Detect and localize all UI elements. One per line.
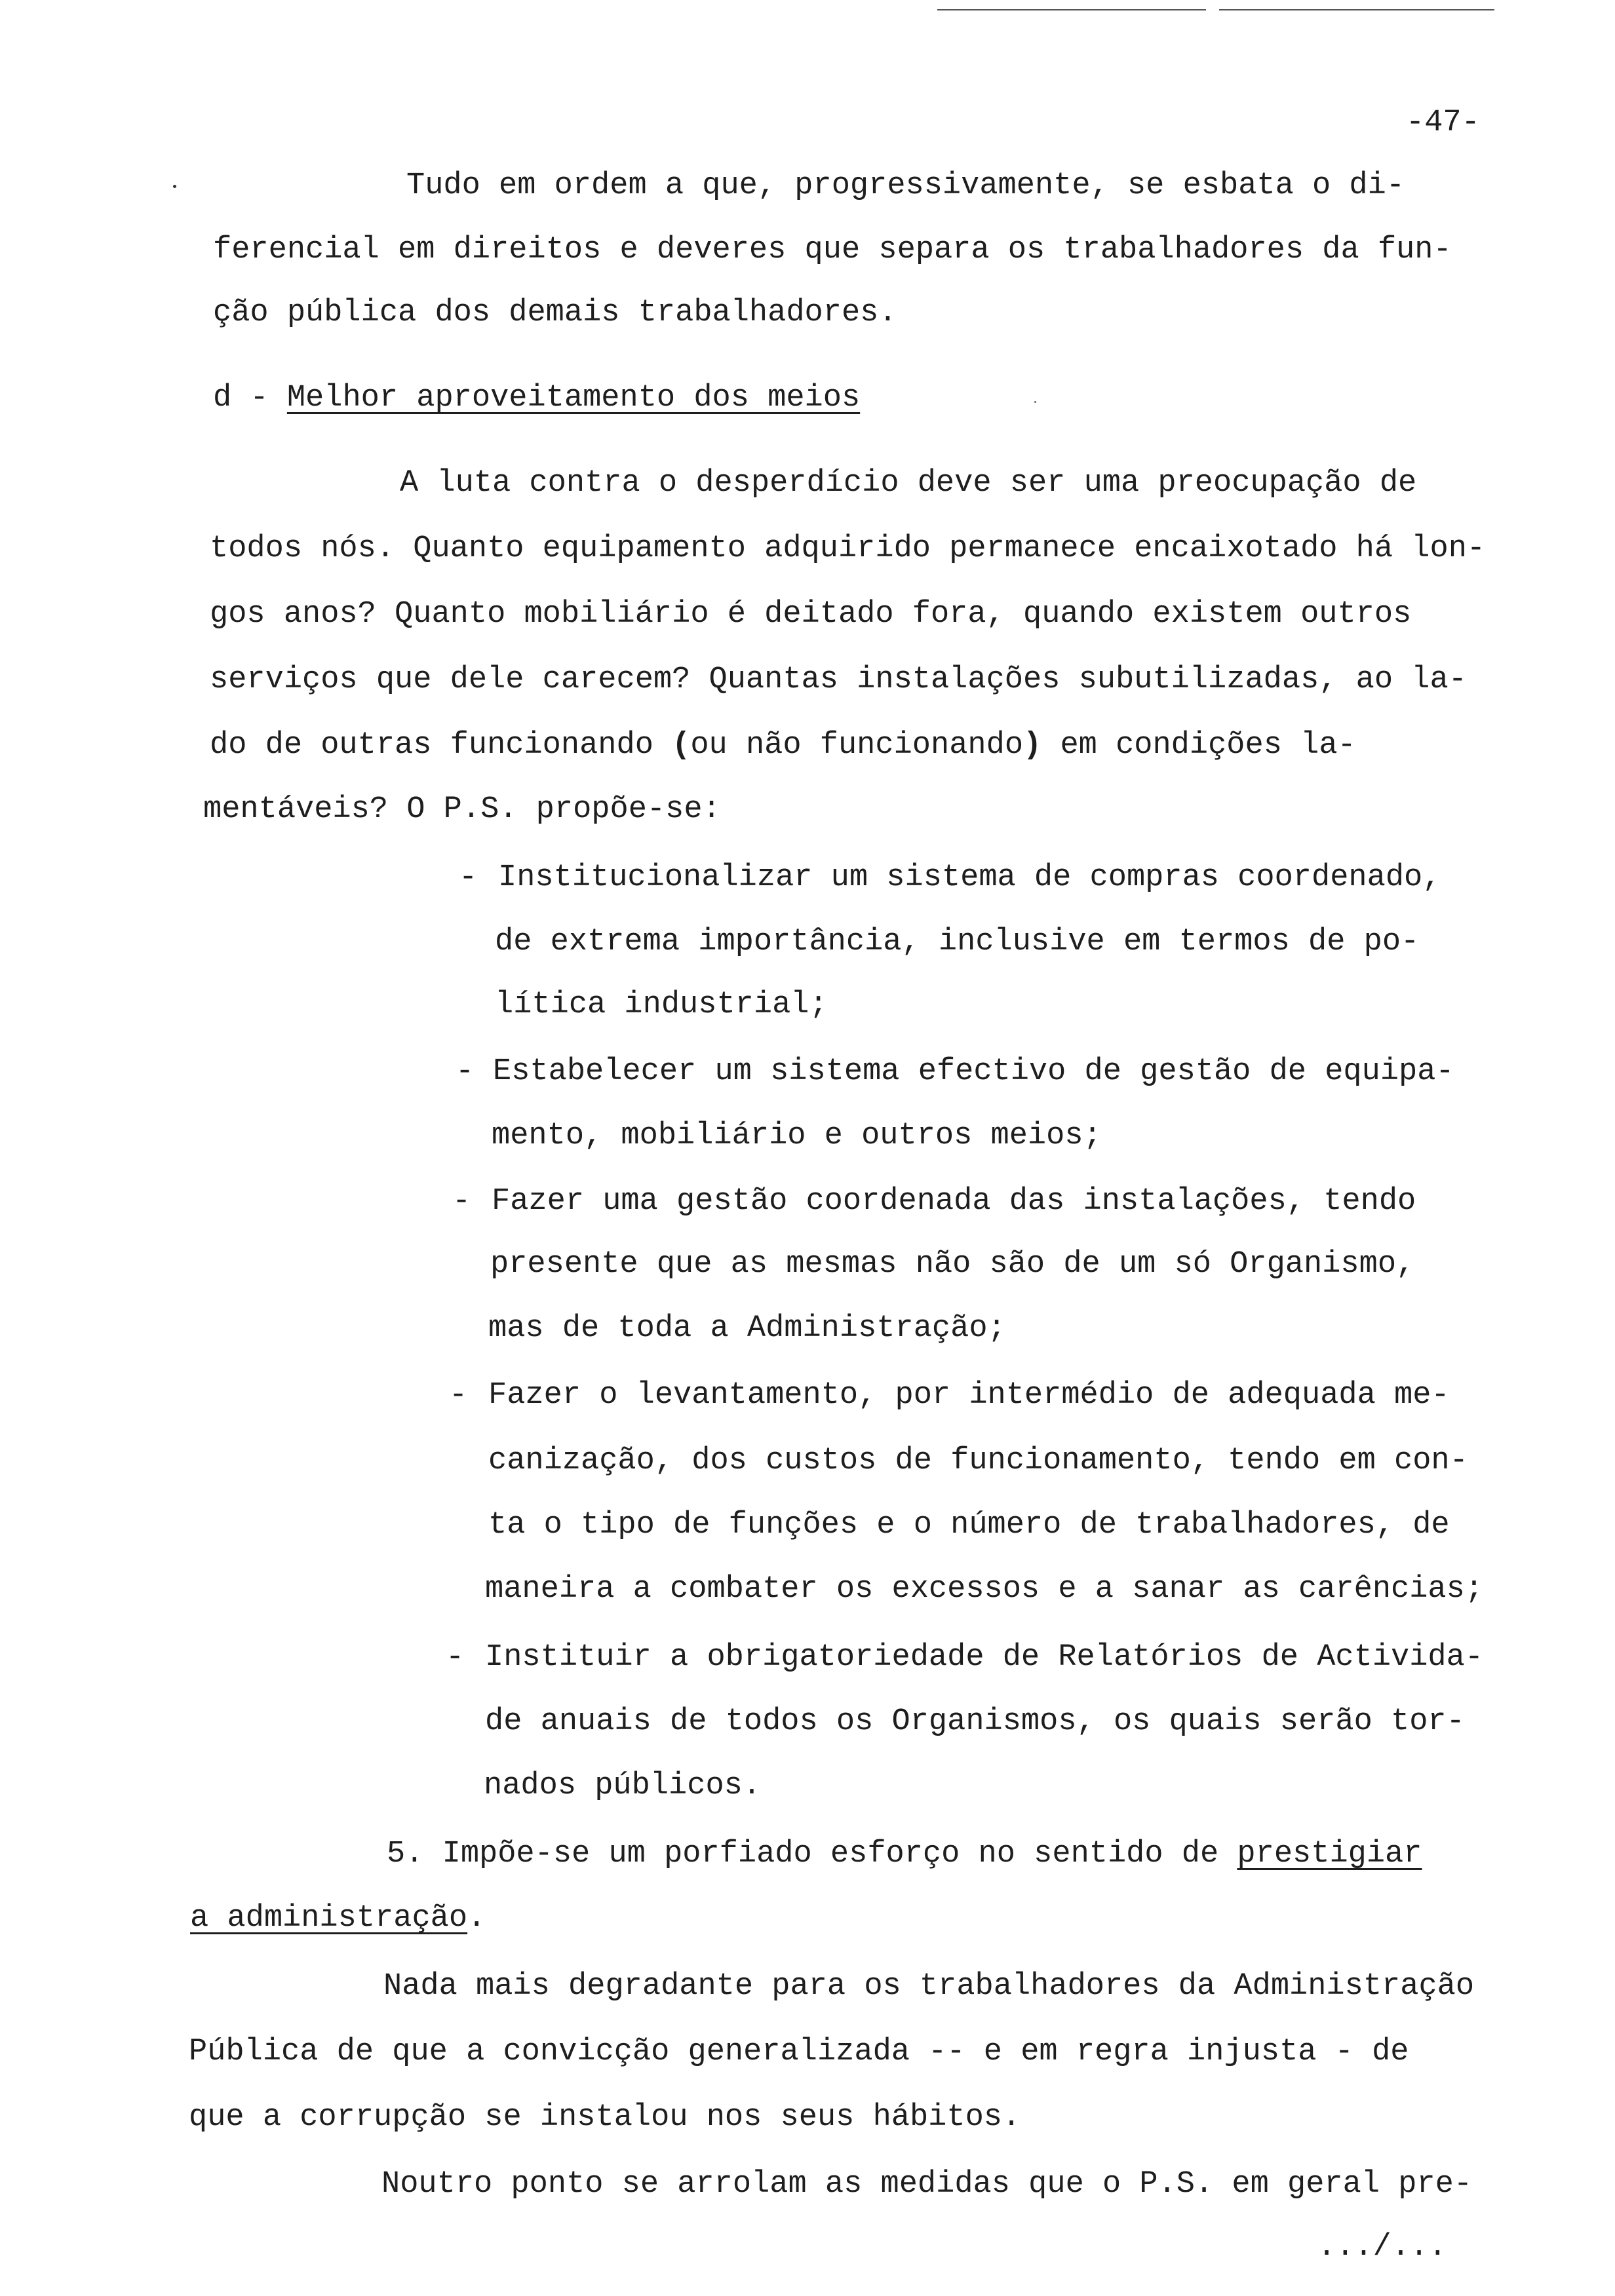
measure-2-line-1: Estabelecer um sistema efectivo de gestão de equipa-	[493, 1054, 1454, 1089]
waste-line-5-part-a: do de outras funcionando	[210, 728, 672, 763]
intro-line-1: Tudo em ordem a que, progressivamente, se esbata o di-	[406, 168, 1405, 203]
corruption-line-3: que a corrupção se instalou nos seus hábitos.	[189, 2100, 1021, 2135]
point-5-line-2	[190, 1899, 486, 1938]
point-5-underlined-1: prestigiar	[1237, 1837, 1422, 1871]
measure-3-line-2: presente que as mesmas não são de um só Organismo,	[490, 1247, 1415, 1282]
measure-5-line-2: de anuais de todos os Organismos, os quais serão tor-	[485, 1704, 1465, 1739]
measure-1-line-2: de extrema importância, inclusive em termos de po-	[495, 925, 1420, 959]
measure-2-line-2: mento, mobiliário e outros meios;	[492, 1119, 1102, 1153]
measure-4-dash: -	[449, 1378, 468, 1413]
waste-line-2: todos nós. Quanto equipamento adquirido permanece encaixotado há lon-	[210, 531, 1486, 566]
measure-4-line-3: ta o tipo de funções e o número de trabalhadores, de	[488, 1508, 1450, 1542]
top-edge-line	[937, 9, 1206, 10]
corruption-line-2: Pública de que a convicção generalizada -- e em regra injusta - de	[189, 2035, 1409, 2069]
measure-5-line-1: Instituir a obrigatoriedade de Relatórios de Activida-	[485, 1640, 1484, 1675]
measure-3-line-3: mas de toda a Administração;	[488, 1311, 1006, 1346]
waste-line-5-part-c: em condições la-	[1041, 728, 1356, 763]
measure-1-dash: -	[459, 860, 478, 895]
waste-line-4: serviços que dele carecem? Quantas instalações subutilizadas, ao la-	[210, 662, 1467, 697]
measure-3-line-1: Fazer uma gestão coordenada das instalações, tendo	[492, 1184, 1416, 1219]
point-5-period: .	[467, 1901, 486, 1936]
waste-line-3: gos anos? Quanto mobiliário é deitado fora, quando existem outros	[210, 597, 1412, 632]
measure-1-line-1: Institucionalizar um sistema de compras coordenado,	[498, 860, 1441, 895]
measure-5-line-3: nados públicos.	[484, 1769, 762, 1803]
continuation-mark: .../...	[1317, 2230, 1447, 2265]
measure-3-dash: -	[452, 1184, 471, 1219]
page-number: -47-	[1406, 105, 1480, 140]
scan-speck	[1034, 401, 1036, 403]
section-d-prefix: d -	[213, 381, 287, 415]
intro-line-2: ferencial em direitos e deveres que separa os trabalhadores da fun-	[213, 233, 1452, 267]
measure-1-line-3: lítica industrial;	[495, 987, 828, 1022]
waste-line-5-part-b: ou não funcionando	[690, 728, 1024, 763]
waste-line-6: mentáveis? O P.S. propõe-se:	[203, 792, 721, 827]
section-d-title: Melhor aproveitamento dos meios	[286, 381, 861, 415]
measure-4-line-4: maneira a combater os excessos e a sanar as carências;	[485, 1572, 1484, 1607]
measure-2-dash: -	[456, 1054, 475, 1089]
point-5-underlined-2: a administração	[190, 1901, 468, 1936]
point-5-text: 5. Impõe-se um porfiado esforço no sentido de	[387, 1837, 1237, 1871]
measure-4-line-2: canização, dos custos de funcionamento, tendo em con-	[488, 1444, 1468, 1478]
intro-line-3: ção pública dos demais trabalhadores.	[213, 296, 897, 330]
section-d-heading	[213, 379, 860, 418]
corruption-line-1: Nada mais degradante para os trabalhadores da Administração	[383, 1969, 1475, 2004]
margin-dot	[173, 185, 176, 188]
open-parenthesis: (	[672, 728, 691, 763]
measure-4-line-1: Fazer o levantamento, por intermédio de adequada me-	[488, 1378, 1450, 1413]
measure-5-dash: -	[446, 1640, 465, 1675]
point-5-line-1	[387, 1835, 1422, 1874]
waste-line-5	[210, 726, 1356, 765]
close-parenthesis: )	[1023, 728, 1042, 763]
waste-line-1: A luta contra o desperdício deve ser uma preocupação de	[400, 466, 1417, 501]
elsewhere-line-1: Noutro ponto se arrolam as medidas que o P.S. em geral pre-	[381, 2167, 1473, 2202]
top-edge-line	[1219, 9, 1494, 10]
